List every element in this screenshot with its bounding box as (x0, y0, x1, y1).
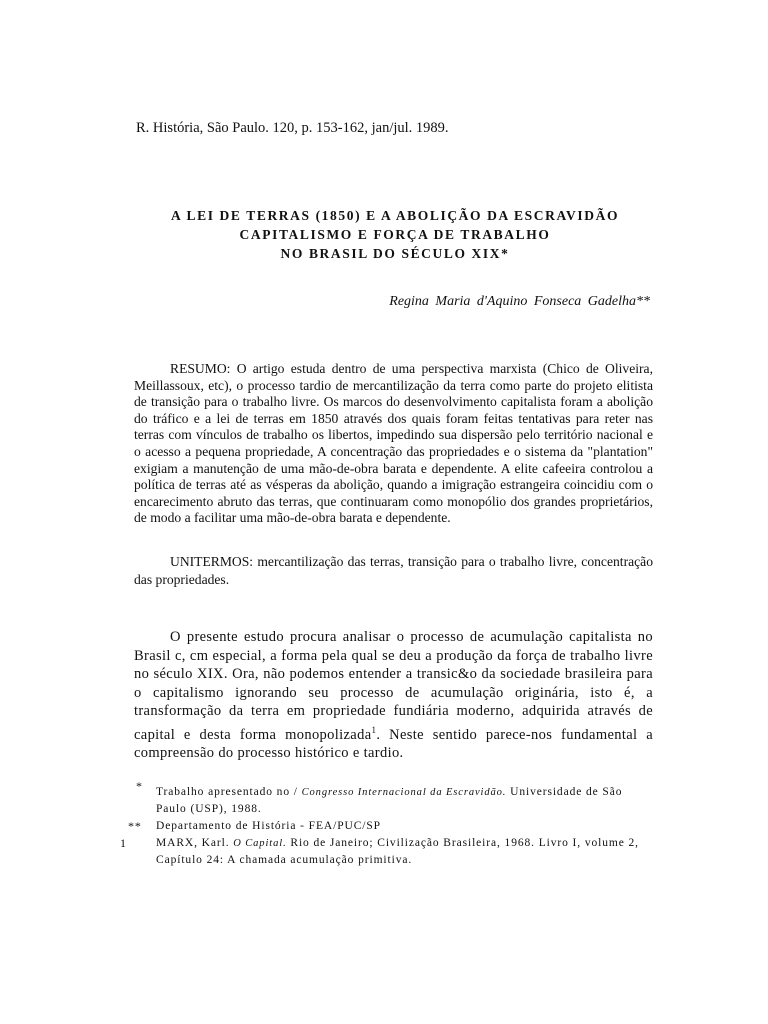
abstract (134, 361, 653, 527)
title-line-3: NO BRASIL DO SÉCULO XIX* (280, 246, 510, 261)
footnote-text: Trabalho apresentado no / (156, 786, 302, 798)
author-name: Regina Maria d'Aquino Fonseca Gadelha** (389, 294, 650, 309)
abstract-text: RESUMO: O artigo estuda dentro de uma perspectiva marxista (Chico de Oliveira, Meillassoux, etc), o processo tardio de mercantilização da terra como parte do projeto elitista de transição para o trabalho livre. Os marcos do desenvolvimento capitalista foram a abolição do tráfico e a lei de terras em 1850 através dos quais foram feitas tentativas para reter nas terras com vínculos de trabalho os libertos, impedindo sua dispersão pelo território nacional e o acesso a pequena propriedade, A concentração das propriedades e o sistema da "plantation" exigiam a manutenção de uma mão-de-obra barata e dependente. A elite cafeeira controlou a política de terras até as vésperas da abolição, quando a imigração estrangeira coincidiu com o encarecimento abruto das terras, que continuaram como monopólio dos grandes proprietários, de modo a facilitar uma mão-de-obra barata e dependente. (134, 361, 653, 526)
footnotes-section (120, 779, 650, 868)
footnote-marker: 1 (120, 835, 127, 850)
footnote-text: MARX, Karl. (156, 836, 234, 849)
footnote-text-tail: Universidade de São Paulo (USP), 1988. (156, 786, 623, 816)
footnote-item (120, 835, 650, 869)
footnote-text: Departamento de História - FEA/PUC/SP (156, 819, 381, 832)
keywords-text: UNITERMOS: mercantilização das terras, transição para o trabalho livre, concentração das propriedades. (134, 554, 653, 587)
footnote-item (120, 818, 650, 835)
journal-citation: R. História, São Paulo. 120, p. 153-162, jan/jul. 1989. (136, 120, 449, 136)
title-line-2: CAPITALISMO E FORÇA DE TRABALHO (239, 227, 551, 242)
footnote-italic-title: Congresso Internacional da Escravidão. (301, 787, 507, 798)
footnote-italic-title: O Capital. (233, 837, 287, 849)
body-paragraph-text (134, 628, 653, 763)
body-paragraph (134, 628, 653, 763)
keywords (134, 553, 653, 589)
footnote-reference[interactable]: 1 (371, 724, 377, 735)
body-text-part-1: O presente estudo procura analisar o processo de acumulação capitalista no Brasil c, cm especial, a forma pela qual se deu a produção da força de trabalho livre no século XIX. Ora, não podemos entender a transic&o da sociedade brasileira para o capitalismo ignorando seu processo de acumulação originária, isto é, a transformação da terra em propriedade fundiária moderno, adquirida através de capital e desta forma monopolizada (134, 629, 653, 743)
footnote-marker: * (136, 779, 143, 793)
footnote-item (120, 779, 650, 818)
body-text-part-2: . Neste sentido parece-nos fundamental a compreensão do processo histórico e tardio. (134, 726, 653, 762)
footnote-marker: ** (128, 818, 142, 833)
title-line-1: A LEI DE TERRAS (1850) E A ABOLIÇÃO DA ESCRAVIDÃO (170, 208, 620, 223)
footnote-text-tail: Rio de Janeiro; Civilização Brasileira, 1968. Livro I, volume 2, Capítulo 24: A chamada acumulação primitiva. (156, 836, 639, 867)
article-title (140, 206, 650, 263)
